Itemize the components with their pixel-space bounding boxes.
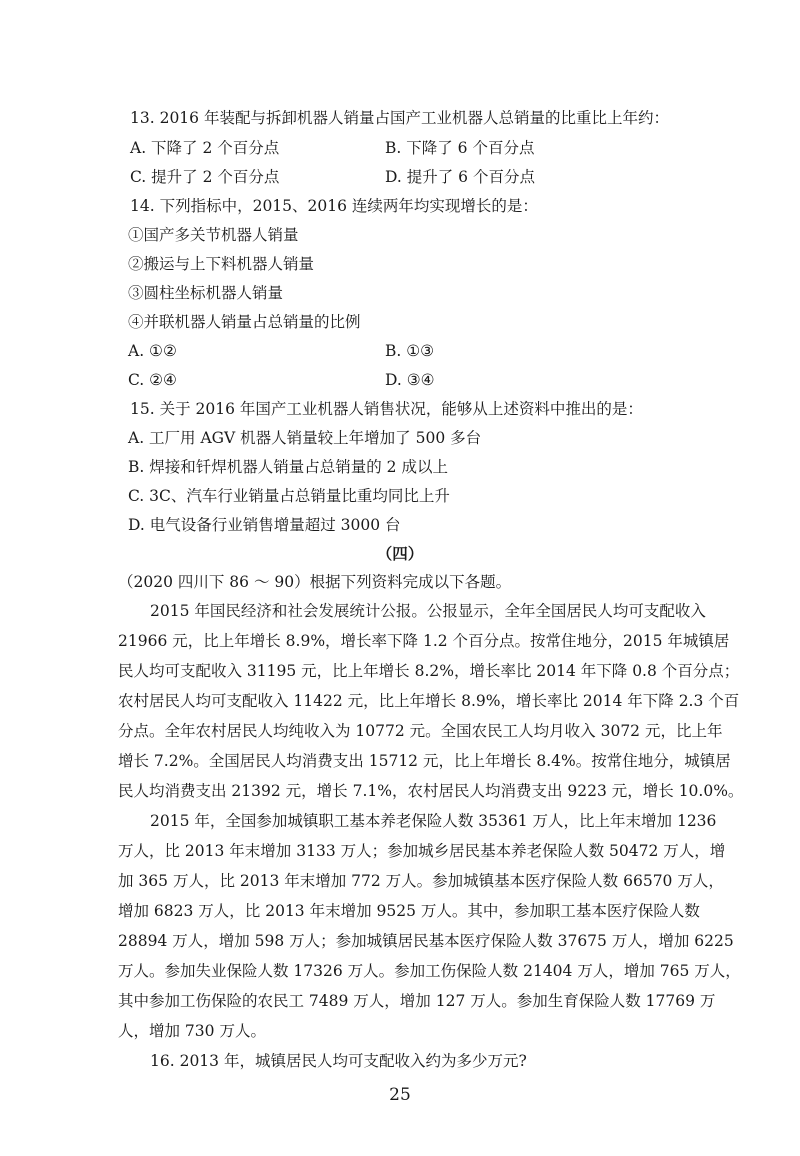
q13-option-a: A. 下降了 2 个百分点 xyxy=(130,139,280,157)
q14-item-3: ③圆柱坐标机器人销量 xyxy=(128,284,284,302)
q13-option-b: B. 下降了 6 个百分点 xyxy=(385,139,535,157)
passage-p1-line: 分点。全年农村居民人均纯收入为 10772 元。全国农民工人均月收入 3072 元，比上年 xyxy=(118,722,723,740)
passage-p1-line: 2015 年国民经济和社会发展统计公报。公报显示，全年全国居民人均可支配收入 xyxy=(150,602,706,620)
q16-stem: 16. 2013 年，城镇居民人均可支配收入约为多少万元? xyxy=(150,1052,527,1070)
page-number: 25 xyxy=(389,1085,411,1105)
q15-stem: 15. 关于 2016 年国产工业机器人销售状况，能够从上述资料中推出的是： xyxy=(130,400,643,418)
passage-p2-line: 万人，比 2013 年末增加 3133 万人；参加城乡居民基本养老保险人数 50472 万人，增 xyxy=(118,842,726,860)
q14-stem: 14. 下列指标中，2015、2016 连续两年均实现增长的是： xyxy=(130,197,538,215)
q14-item-1: ①国产多关节机器人销量 xyxy=(128,226,299,244)
passage-p2-line: 28894 万人，增加 598 万人；参加城镇居民基本医疗保险人数 37675 万人，增加 6225 xyxy=(118,932,734,950)
q14-option-b: B. ①③ xyxy=(385,342,435,360)
passage-p2-line: 增加 6823 万人，比 2013 年末增加 9525 万人。其中，参加职工基本医疗保险人数 xyxy=(118,902,700,920)
q15-option-b: B. 焊接和钎焊机器人销量占总销量的 2 成以上 xyxy=(128,458,448,476)
passage-p2-line: 万人。参加失业保险人数 17326 万人。参加工伤保险人数 21404 万人，增加 765 万人， xyxy=(118,962,741,980)
q14-option-a: A. ①② xyxy=(128,342,177,360)
q14-option-d: D. ③④ xyxy=(385,371,435,389)
passage-p1-line: 21966 元，比上年增长 8.9%，增长率下降 1.2 个百分点。按常住地分，2015 年城镇居 xyxy=(118,632,730,650)
passage-p1-line: 农村居民人均可支配收入 11422 元，比上年增长 8.9%，增长率比 2014 年下降 2.3 个百 xyxy=(118,692,740,710)
q13-stem: 13. 2016 年装配与拆卸机器人销量占国产工业机器人总销量的比重比上年约： xyxy=(130,109,669,127)
q15-option-a: A. 工厂用 AGV 机器人销量较上年增加了 500 多台 xyxy=(128,429,482,447)
passage-p2-line: 加 365 万人，比 2013 年末增加 772 万人。参加城镇基本医疗保险人数 66570 万人， xyxy=(118,872,724,890)
section-heading: （四） xyxy=(376,544,424,563)
q13-option-c: C. 提升了 2 个百分点 xyxy=(130,168,280,186)
passage-p1-line: 民人均可支配收入 31195 元，比上年增长 8.2%，增长率比 2014 年下降 0.8 个百分点； xyxy=(118,662,740,680)
q15-option-c: C. 3C、汽车行业销量占总销量比重均同比上升 xyxy=(128,487,450,505)
passage-p1-line: 增长 7.2%。全国居民人均消费支出 15712 元，比上年增长 8.4%。按常住地分，城镇居 xyxy=(118,752,731,770)
q14-item-4: ④并联机器人销量占总销量的比例 xyxy=(128,313,361,331)
passage-p2-line: 其中参加工伤保险的农民工 7489 万人，增加 127 万人。参加生育保险人数 17769 万 xyxy=(118,992,716,1010)
passage-p2-line: 人，增加 730 万人。 xyxy=(118,1022,266,1040)
q14-option-c: C. ②④ xyxy=(128,371,177,389)
passage-p1-line: 民人均消费支出 21392 元，增长 7.1%，农村居民人均消费支出 9223 元，增长 10.0%。 xyxy=(118,782,744,800)
q15-option-d: D. 电气设备行业销售增量超过 3000 台 xyxy=(128,516,401,534)
q14-item-2: ②搬运与上下料机器人销量 xyxy=(128,255,315,273)
q13-option-d: D. 提升了 6 个百分点 xyxy=(385,168,535,186)
passage-p2-line: 2015 年，全国参加城镇职工基本养老保险人数 35361 万人，比上年末增加 1236 xyxy=(150,812,717,830)
section-source: （2020 四川下 86 ～ 90）根据下列资料完成以下各题。 xyxy=(118,573,512,591)
